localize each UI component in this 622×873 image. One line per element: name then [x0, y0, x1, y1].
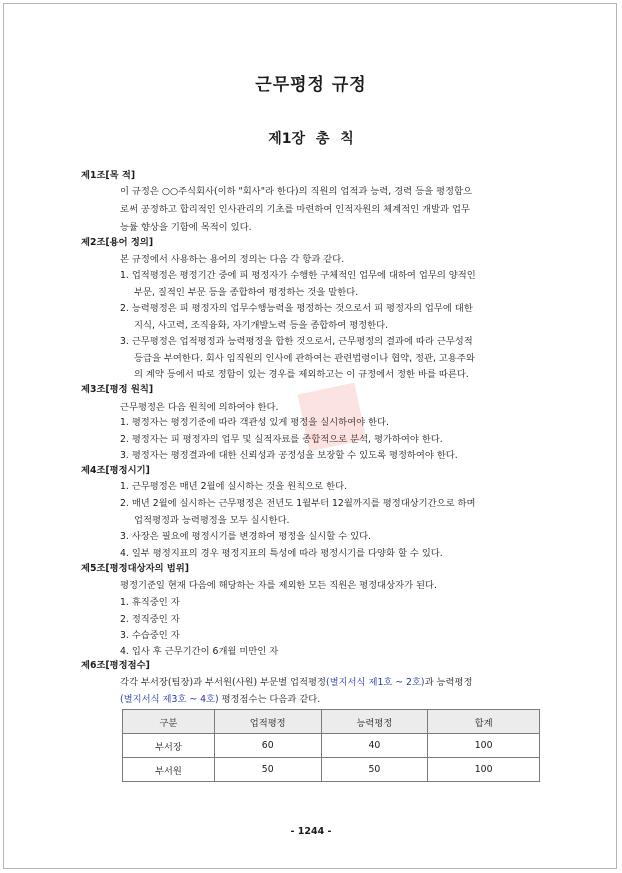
article-4-item: 3. 사장은 필요에 평정시기를 변경하여 평정을 실시할 수 있다. — [120, 531, 372, 542]
table-row — [123, 734, 540, 758]
article-4-item-cont: 업적평정과 능력평정을 모두 실시한다. — [134, 515, 290, 526]
score-table — [122, 709, 540, 782]
article-5-item: 2. 정직중인 자 — [120, 614, 180, 625]
article-3-heading: 제3조[평정 원칙] — [81, 384, 154, 395]
document-title: 근무평정 규정 — [255, 75, 367, 95]
article-2-item-cont: 지식, 사고력, 조직융화, 자기개발노력 등을 종합하여 평정한다. — [134, 320, 389, 331]
article-6-text-part: 평정점수는 다음과 같다. — [218, 694, 321, 705]
article-4-item: 2. 매년 2월에 실시하는 근무평정은 전년도 1월부터 12월까지를 평정대상기간으로 하며 — [120, 498, 476, 509]
table-cell: 50 — [321, 758, 428, 782]
table-cell: 40 — [321, 734, 428, 758]
page-number: - 1244 - — [290, 826, 332, 837]
article-5-item: 3. 수습중인 자 — [120, 630, 180, 641]
article-2-item: 2. 능력평정은 피 평정자의 업무수행능력을 평정하는 것으로서 피 평정자의 업무에 대한 — [120, 303, 473, 314]
article-2-item: 3. 근무평정은 업적평정과 능력평정을 합한 것으로서, 근무평정의 결과에 따라 근무성적 — [120, 336, 473, 347]
article-6-text — [120, 676, 472, 689]
article-6-text-part: 각각 부서장(팀장)과 부서원(사원) 부문별 업적평정 — [120, 677, 326, 688]
table-header-cell: 능력평정 — [321, 710, 428, 734]
article-5-item: 4. 입사 후 근무기간이 6개월 미만인 자 — [120, 646, 279, 657]
table-header-cell: 합계 — [428, 710, 540, 734]
article-3-item: 1. 평정자는 평정기준에 따라 객관성 있게 평정을 실시하여야 한다. — [120, 417, 389, 428]
article-4-heading: 제4조[평정시기] — [81, 465, 150, 476]
article-3-item: 3. 평정자는 평정결과에 대한 신뢰성과 공정성을 보장할 수 있도록 평정하여야 한다. — [120, 450, 458, 461]
article-5-item: 1. 휴직중인 자 — [120, 597, 180, 608]
article-5-intro: 평정기준일 현재 다음에 해당하는 자를 제외한 모든 직원은 평정대상자가 된다. — [120, 580, 437, 591]
article-2-item-cont: 의 계약 등에서 따로 정함이 있는 경우를 제외하고는 이 규정에서 정한 바를 따른다. — [134, 369, 469, 380]
table-header-cell: 구분 — [123, 710, 215, 734]
form-reference-link[interactable]: (별지서식 제1호 ~ 2호) — [325, 677, 425, 688]
article-3-item: 2. 평정자는 피 평정자의 업무 및 실적자료를 종합적으로 분석, 평가하여야 한다. — [120, 434, 443, 445]
article-1-text: 능률 향상을 기함에 목적이 있다. — [120, 222, 252, 233]
article-6-heading: 제6조[평정점수] — [81, 660, 150, 671]
article-1-text: 로써 공정하고 합리적인 인사관리의 기초를 마련하여 인적자원의 체계적인 개발과 업무 — [120, 204, 470, 215]
article-6-text-part: 과 능력평정 — [424, 677, 473, 688]
article-2-item: 1. 업적평정은 평정기간 중에 피 평정자가 수행한 구체적인 업무에 대하여 업무의 양적인 — [120, 270, 476, 281]
table-header-cell: 업적평정 — [214, 710, 321, 734]
table-cell: 100 — [428, 734, 540, 758]
table-header-row — [123, 710, 540, 734]
article-2-heading: 제2조[용어 정의] — [81, 237, 154, 248]
article-1-text: 이 규정은 ○○주식회사(이하 "회사"라 한다)의 직원의 업적과 능력, 경력 등을 평정함으 — [120, 186, 472, 197]
article-2-intro: 본 규정에서 사용하는 용어의 정의는 다음 각 항과 같다. — [120, 254, 345, 265]
article-2-item-cont: 부문, 질적인 부문 등을 종합하여 평정하는 것을 말한다. — [134, 287, 359, 298]
article-2-item-cont: 등급을 부여한다. 회사 임직원의 인사에 관하여는 관련법령이나 협약, 정관, 고용주와 — [134, 353, 475, 364]
article-4-item: 1. 근무평정은 매년 2월에 실시하는 것을 원칙으로 한다. — [120, 481, 348, 492]
table-cell: 부서장 — [123, 734, 215, 758]
article-5-heading: 제5조[평정대상자의 범위] — [81, 563, 190, 574]
table-cell: 60 — [214, 734, 321, 758]
chapter-heading: 제1장 총 칙 — [268, 131, 354, 147]
table-cell: 50 — [214, 758, 321, 782]
table-cell: 부서원 — [123, 758, 215, 782]
article-1-heading: 제1조[목 적] — [81, 170, 136, 181]
article-3-intro: 근무평정은 다음 원칙에 의하여야 한다. — [120, 402, 279, 413]
article-6-text — [120, 693, 320, 706]
article-4-item: 4. 일부 평정지표의 경우 평정지표의 특성에 따라 평정시기를 다양화 할 수 있다. — [120, 548, 443, 559]
form-reference-link[interactable]: (별지서식 제3호 ~ 4호) — [120, 694, 219, 705]
table-row — [123, 758, 540, 782]
table-cell: 100 — [428, 758, 540, 782]
